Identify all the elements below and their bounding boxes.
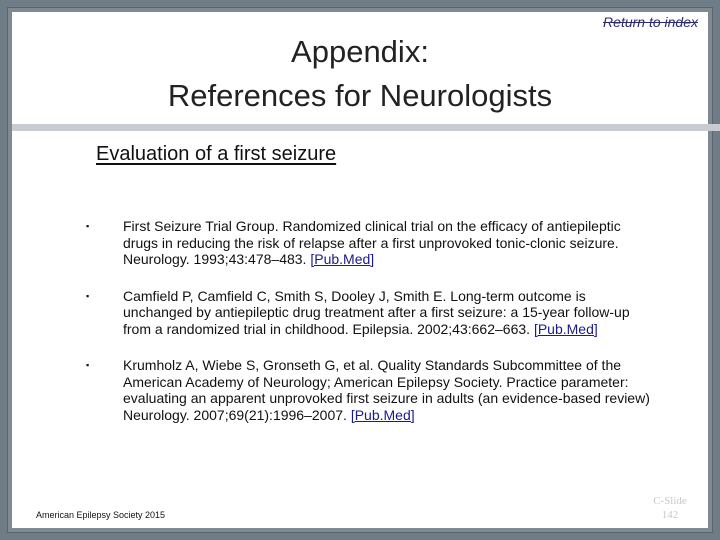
page-title	[12, 30, 708, 118]
reference-item	[86, 218, 651, 268]
footer-org: American Epilepsy Society 2015	[36, 510, 166, 520]
pubmed-link[interactable]: [Pub.Med]	[310, 251, 375, 267]
pubmed-link[interactable]: [Pub.Med]	[350, 406, 415, 423]
slide-number-value: 142	[661, 509, 679, 521]
bullet-icon: ▪	[86, 290, 90, 301]
slide-number	[640, 494, 700, 522]
reference-text: Camfield P, Camfield C, Smith S, Dooley J, Smith E. Long-term outcome is unchanged by antiepileptic drug treatment after a first seizure: a 15-year follow-up from a randomized trial in childhood. Epilepsia. 2002;43:662–663.	[123, 287, 630, 337]
slide-number-label: C-Slide	[653, 495, 687, 507]
reference-text: First Seizure Trial Group. Randomized clinical trial on the efficacy of antiepileptic drugs in reducing the risk of relapse after a first unprovoked tonic-clonic seizure. Neurology. 1993;43:478–483.	[123, 218, 621, 267]
pubmed-link[interactable]: [Pub.Med]	[533, 320, 598, 337]
reference-item	[86, 288, 651, 338]
reference-list	[86, 218, 651, 443]
bullet-icon: ▪	[86, 221, 90, 231]
return-to-index-link[interactable]: Return to index	[603, 14, 698, 30]
bullet-icon: ▪	[86, 360, 90, 370]
reference-text: Krumholz A, Wiebe S, Gronseth G, et al. Quality Standards Subcommittee of the American Academy of Neurology; American Epilepsy Society. Practice parameter: evaluating an apparent unprovoked first seizure in adults (an evidence-based review) Neurology. 2007;69(21):1996–2007.	[123, 357, 650, 423]
title-divider	[12, 124, 720, 131]
reference-item	[86, 357, 651, 423]
title-line-2: References for Neurologists	[167, 78, 553, 113]
title-line-1: Appendix:	[291, 34, 429, 69]
section-heading: Evaluation of a first seizure	[96, 143, 337, 165]
